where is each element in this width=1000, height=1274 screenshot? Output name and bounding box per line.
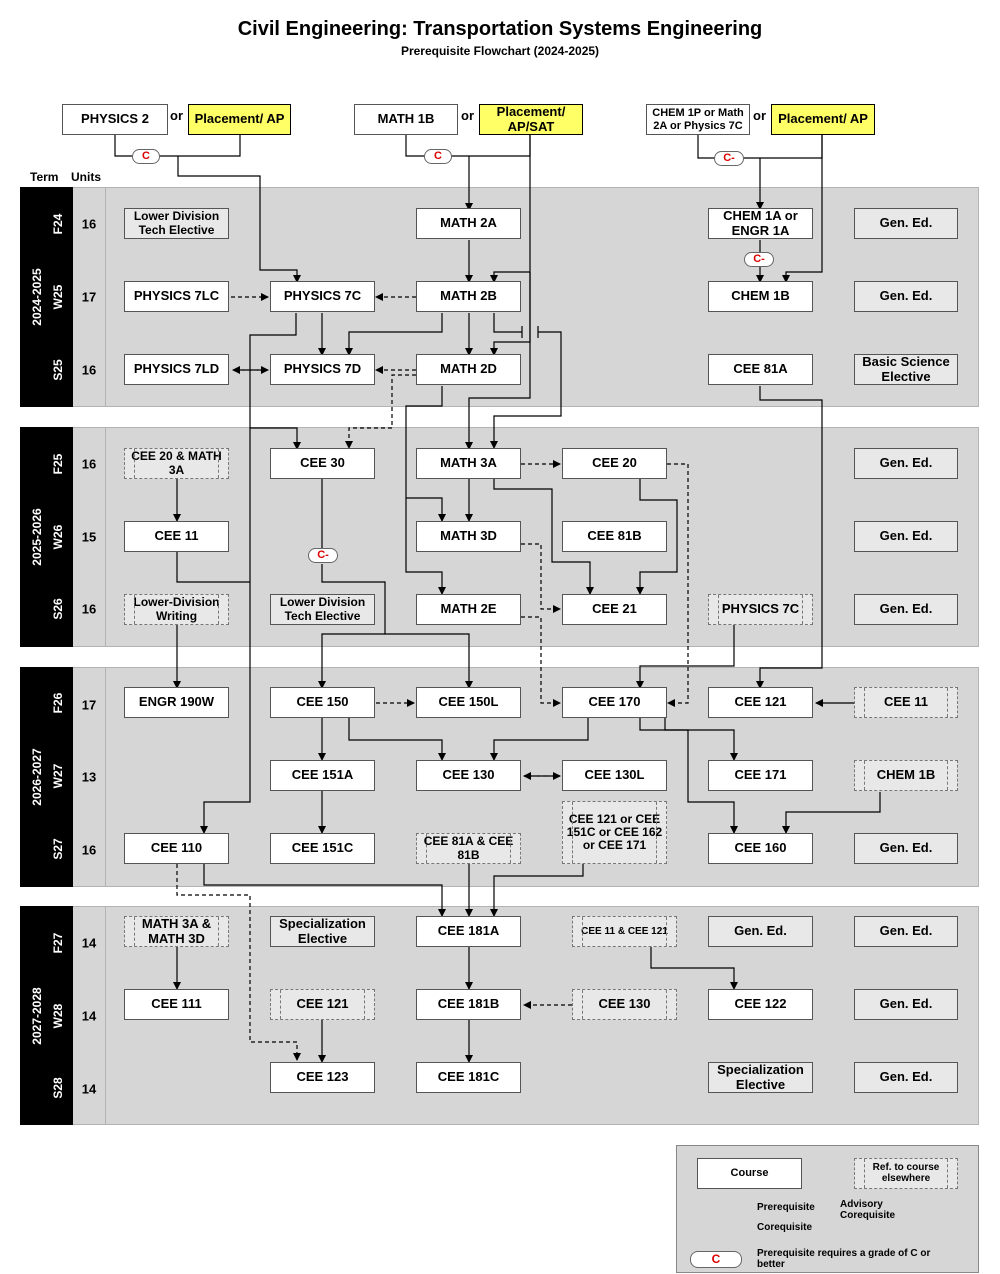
units-header: Units [71, 170, 101, 184]
course-math-2b[interactable]: MATH 2B [416, 281, 521, 312]
gen-ed-box[interactable]: Gen. Ed. [854, 1062, 958, 1093]
term-label: F24 [51, 213, 65, 235]
course-cee-181a[interactable]: CEE 181A [416, 916, 521, 947]
course-cee-21[interactable]: CEE 21 [562, 594, 667, 625]
term-header: Term [30, 170, 59, 184]
gen-ed-box[interactable]: Gen. Ed. [854, 916, 958, 947]
course-math-1b[interactable]: MATH 1B [354, 104, 458, 135]
specialization-elective[interactable]: Specialization Elective [708, 1062, 813, 1093]
units-value: 17 [81, 697, 97, 713]
or-label: or [753, 108, 766, 123]
grade-c-badge: C [424, 149, 452, 164]
gen-ed-box[interactable]: Gen. Ed. [854, 281, 958, 312]
units-value: 16 [81, 842, 97, 858]
units-value: 16 [81, 456, 97, 472]
course-cee-160[interactable]: CEE 160 [708, 833, 813, 864]
term-label: F26 [51, 692, 65, 714]
course-cee-150l[interactable]: CEE 150L [416, 687, 521, 718]
or-label: or [170, 108, 183, 123]
ref-cee81a-cee81b[interactable]: CEE 81A & CEE 81B [416, 833, 521, 864]
term-label: S27 [51, 838, 65, 860]
gen-ed-box[interactable]: Gen. Ed. [854, 448, 958, 479]
course-chem-1b[interactable]: CHEM 1B [708, 281, 813, 312]
term-label: S26 [51, 598, 65, 620]
gen-ed-box[interactable]: Gen. Ed. [854, 989, 958, 1020]
legend-course-box: Course [697, 1158, 802, 1189]
course-math-3a[interactable]: MATH 3A [416, 448, 521, 479]
course-physics-7d[interactable]: PHYSICS 7D [270, 354, 375, 385]
course-cee-151a[interactable]: CEE 151A [270, 760, 375, 791]
course-cee-151c[interactable]: CEE 151C [270, 833, 375, 864]
ref-cee-130[interactable]: CEE 130 [572, 989, 677, 1020]
term-label: F25 [51, 453, 65, 475]
units-value: 14 [81, 935, 97, 951]
ref-math3a-math3d[interactable]: MATH 3A & MATH 3D [124, 916, 229, 947]
term-label: S25 [51, 359, 65, 381]
course-cee-81b[interactable]: CEE 81B [562, 521, 667, 552]
ref-cee11-cee121[interactable]: CEE 11 & CEE 121 [572, 916, 677, 947]
grade-c-badge: C [132, 149, 160, 164]
course-physics-7c[interactable]: PHYSICS 7C [270, 281, 375, 312]
ref-cee-11[interactable]: CEE 11 [854, 687, 958, 718]
term-label: W27 [51, 763, 65, 789]
course-cee-123[interactable]: CEE 123 [270, 1062, 375, 1093]
placement-ap-box[interactable]: Placement/ AP [188, 104, 291, 135]
course-cee-130l[interactable]: CEE 130L [562, 760, 667, 791]
course-chem-1p-option[interactable]: CHEM 1P or Math 2A or Physics 7C [646, 104, 750, 135]
ref-cee-121[interactable]: CEE 121 [270, 989, 375, 1020]
or-label: or [461, 108, 474, 123]
ref-cee20-math3a[interactable]: CEE 20 & MATH 3A [124, 448, 229, 479]
course-chem-1a[interactable]: CHEM 1A or ENGR 1A [708, 208, 813, 239]
units-value: 16 [81, 362, 97, 378]
year-label: 2027-2028 [30, 987, 44, 1045]
gen-ed-box[interactable]: Gen. Ed. [854, 833, 958, 864]
course-cee-30[interactable]: CEE 30 [270, 448, 375, 479]
year-label: 2025-2026 [30, 508, 44, 566]
course-cee-170[interactable]: CEE 170 [562, 687, 667, 718]
units-value: 13 [81, 769, 97, 785]
term-label: W25 [51, 284, 65, 310]
units-value: 17 [81, 289, 97, 305]
lower-division-tech-elective[interactable]: Lower Division Tech Elective [124, 208, 229, 239]
course-cee-181b[interactable]: CEE 181B [416, 989, 521, 1020]
term-label: W26 [51, 524, 65, 550]
course-cee-122[interactable]: CEE 122 [708, 989, 813, 1020]
gen-ed-box[interactable]: Gen. Ed. [854, 208, 958, 239]
legend-coreq-label: Corequisite [757, 1222, 813, 1233]
course-cee-81a[interactable]: CEE 81A [708, 354, 813, 385]
page-title: Civil Engineering: Transportation Systems Engineering [237, 18, 763, 40]
gen-ed-box[interactable]: Gen. Ed. [854, 521, 958, 552]
course-cee-111[interactable]: CEE 111 [124, 989, 229, 1020]
course-cee-130[interactable]: CEE 130 [416, 760, 521, 791]
year-label: 2026-2027 [30, 748, 44, 806]
grade-cminus-badge: C- [308, 548, 338, 563]
course-math-2a[interactable]: MATH 2A [416, 208, 521, 239]
course-cee-11[interactable]: CEE 11 [124, 521, 229, 552]
course-cee-171[interactable]: CEE 171 [708, 760, 813, 791]
ref-physics-7c[interactable]: PHYSICS 7C [708, 594, 813, 625]
course-physics-2[interactable]: PHYSICS 2 [62, 104, 168, 135]
grade-cminus-badge: C- [744, 252, 774, 267]
lower-division-writing[interactable]: Lower-Division Writing [124, 594, 229, 625]
specialization-elective[interactable]: Specialization Elective [270, 916, 375, 947]
ref-cee121-options[interactable]: CEE 121 or CEE 151C or CEE 162 or CEE 171 [562, 801, 667, 864]
course-engr-190w[interactable]: ENGR 190W [124, 687, 229, 718]
units-value: 16 [81, 216, 97, 232]
course-math-2d[interactable]: MATH 2D [416, 354, 521, 385]
course-cee-20[interactable]: CEE 20 [562, 448, 667, 479]
units-value: 14 [81, 1008, 97, 1024]
course-cee-150[interactable]: CEE 150 [270, 687, 375, 718]
ref-chem-1b[interactable]: CHEM 1B [854, 760, 958, 791]
units-value: 16 [81, 601, 97, 617]
legend-advisory-label: Advisory Corequisite [840, 1199, 896, 1221]
course-cee-121[interactable]: CEE 121 [708, 687, 813, 718]
course-cee-110[interactable]: CEE 110 [124, 833, 229, 864]
grade-cminus-badge: C- [714, 151, 744, 166]
gen-ed-box[interactable]: Gen. Ed. [708, 916, 813, 947]
term-label: F27 [51, 932, 65, 954]
placement-ap-box[interactable]: Placement/ AP [771, 104, 875, 135]
legend-ref-box: Ref. to course elsewhere [854, 1158, 958, 1189]
legend-prereq-label: Prerequisite [757, 1202, 815, 1213]
units-value: 14 [81, 1081, 97, 1097]
placement-ap-sat-box[interactable]: Placement/ AP/SAT [479, 104, 583, 135]
course-cee-181c[interactable]: CEE 181C [416, 1062, 521, 1093]
course-math-3d[interactable]: MATH 3D [416, 521, 521, 552]
course-physics-7lc[interactable]: PHYSICS 7LC [124, 281, 229, 312]
basic-science-elective[interactable]: Basic Science Elective [854, 354, 958, 385]
gen-ed-box[interactable]: Gen. Ed. [854, 594, 958, 625]
term-label: W28 [51, 1003, 65, 1029]
page-subtitle: Prerequisite Flowchart (2024-2025) [400, 44, 600, 58]
term-label: S28 [51, 1077, 65, 1099]
legend-grade-note: Prerequisite requires a grade of C or better [757, 1248, 931, 1270]
lower-division-tech-elective[interactable]: Lower Division Tech Elective [270, 594, 375, 625]
units-value: 15 [81, 529, 97, 545]
course-math-2e[interactable]: MATH 2E [416, 594, 521, 625]
legend-grade-badge: C [690, 1251, 742, 1268]
year-label: 2024-2025 [30, 268, 44, 326]
course-physics-7ld[interactable]: PHYSICS 7LD [124, 354, 229, 385]
